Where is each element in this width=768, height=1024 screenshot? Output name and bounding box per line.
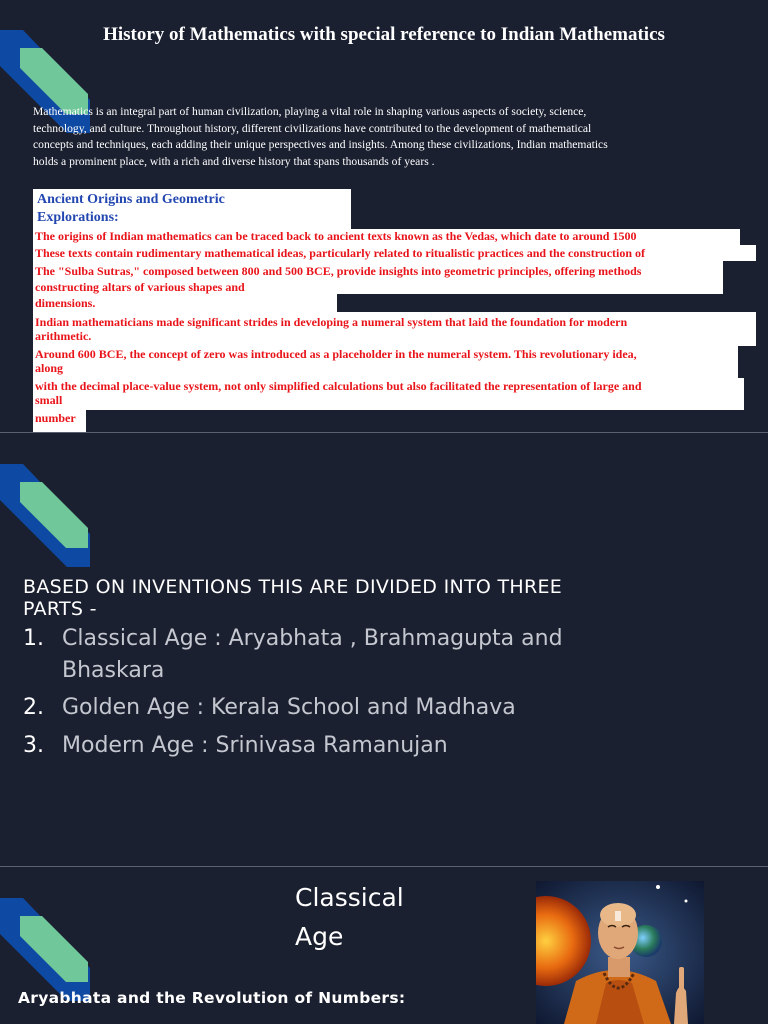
red-text-line: with the decimal place-value system, not only simplified calculations but also facilitated the representation of large and [35, 379, 642, 393]
red-text-line: Indian mathematicians made significant strides in developing a numeral system that laid the foundation for modern [35, 315, 628, 329]
section-heading-line: Explorations: [37, 210, 119, 225]
slide-separator [0, 866, 768, 867]
intro-paragraph [33, 104, 733, 170]
aryabhata-portrait-image [536, 881, 704, 1024]
list-item-text: Modern Age : Srinivasa Ramanujan [62, 733, 448, 758]
list-item-text: Bhaskara [62, 658, 165, 683]
red-text-line: The origins of Indian mathematics can be traced back to ancient texts known as the Vedas, which date to around 1500 [35, 229, 637, 243]
slide-history-intro [0, 0, 768, 432]
red-text-line: dimensions. [35, 296, 96, 310]
slide-classical-age [0, 868, 768, 1024]
red-text-line: small [35, 393, 63, 407]
red-text-line: The "Sulba Sutras," composed between 800 and 500 BCE, provide insights into geometric principles, offering methods [35, 264, 642, 278]
list-number: 1. [23, 626, 44, 651]
slide-title [295, 878, 404, 956]
red-text-line: arithmetic. [35, 329, 92, 343]
slide-heading [23, 576, 562, 620]
section-heading-line: Ancient Origins and Geometric [37, 192, 225, 207]
slide-title-line: Age [295, 922, 344, 951]
intro-line: concepts and techniques, each adding their unique perspectives and insights. Among these civilizations, Indian mathematics [33, 138, 608, 151]
intro-line: Mathematics is an integral part of human civilization, playing a vital role in shaping various aspects of society, science, [33, 105, 587, 118]
red-text-line: number [35, 411, 76, 425]
list-item-text: Classical Age : Aryabhata , Brahmagupta and [62, 626, 563, 651]
section-heading-box [33, 189, 351, 229]
red-text-line: These texts contain rudimentary mathematical ideas, particularly related to ritualistic practices and the construction of [35, 246, 646, 260]
slide-heading-line: PARTS - [23, 598, 97, 620]
section-subheading: Aryabhata and the Revolution of Numbers: [18, 989, 406, 1007]
intro-line: holds a prominent place, with a rich and diverse history that spans thousands of years . [33, 154, 435, 168]
red-text-line: Around 600 BCE, the concept of zero was introduced as a placeholder in the numeral system. This revolutionary idea, [35, 347, 637, 361]
list-number: 3. [23, 733, 44, 758]
slide-heading-line: BASED ON INVENTIONS THIS ARE DIVIDED INTO THREE [23, 576, 563, 598]
corner-stripes-decoration [0, 464, 90, 584]
slide-three-parts [0, 434, 768, 866]
red-text-line: constructing altars of various shapes and [35, 280, 245, 294]
slide-separator [0, 432, 768, 433]
list-number: 2. [23, 695, 44, 720]
list-item-text: Golden Age : Kerala School and Madhava [62, 695, 516, 720]
slide-title: History of Mathematics with special reference to Indian Mathematics [103, 24, 665, 45]
intro-line: technology, and culture. Throughout history, different civilizations have contributed to the development of mathematical [33, 121, 592, 135]
red-text-line: along [35, 361, 64, 375]
slide-title-line: Classical [295, 883, 404, 912]
